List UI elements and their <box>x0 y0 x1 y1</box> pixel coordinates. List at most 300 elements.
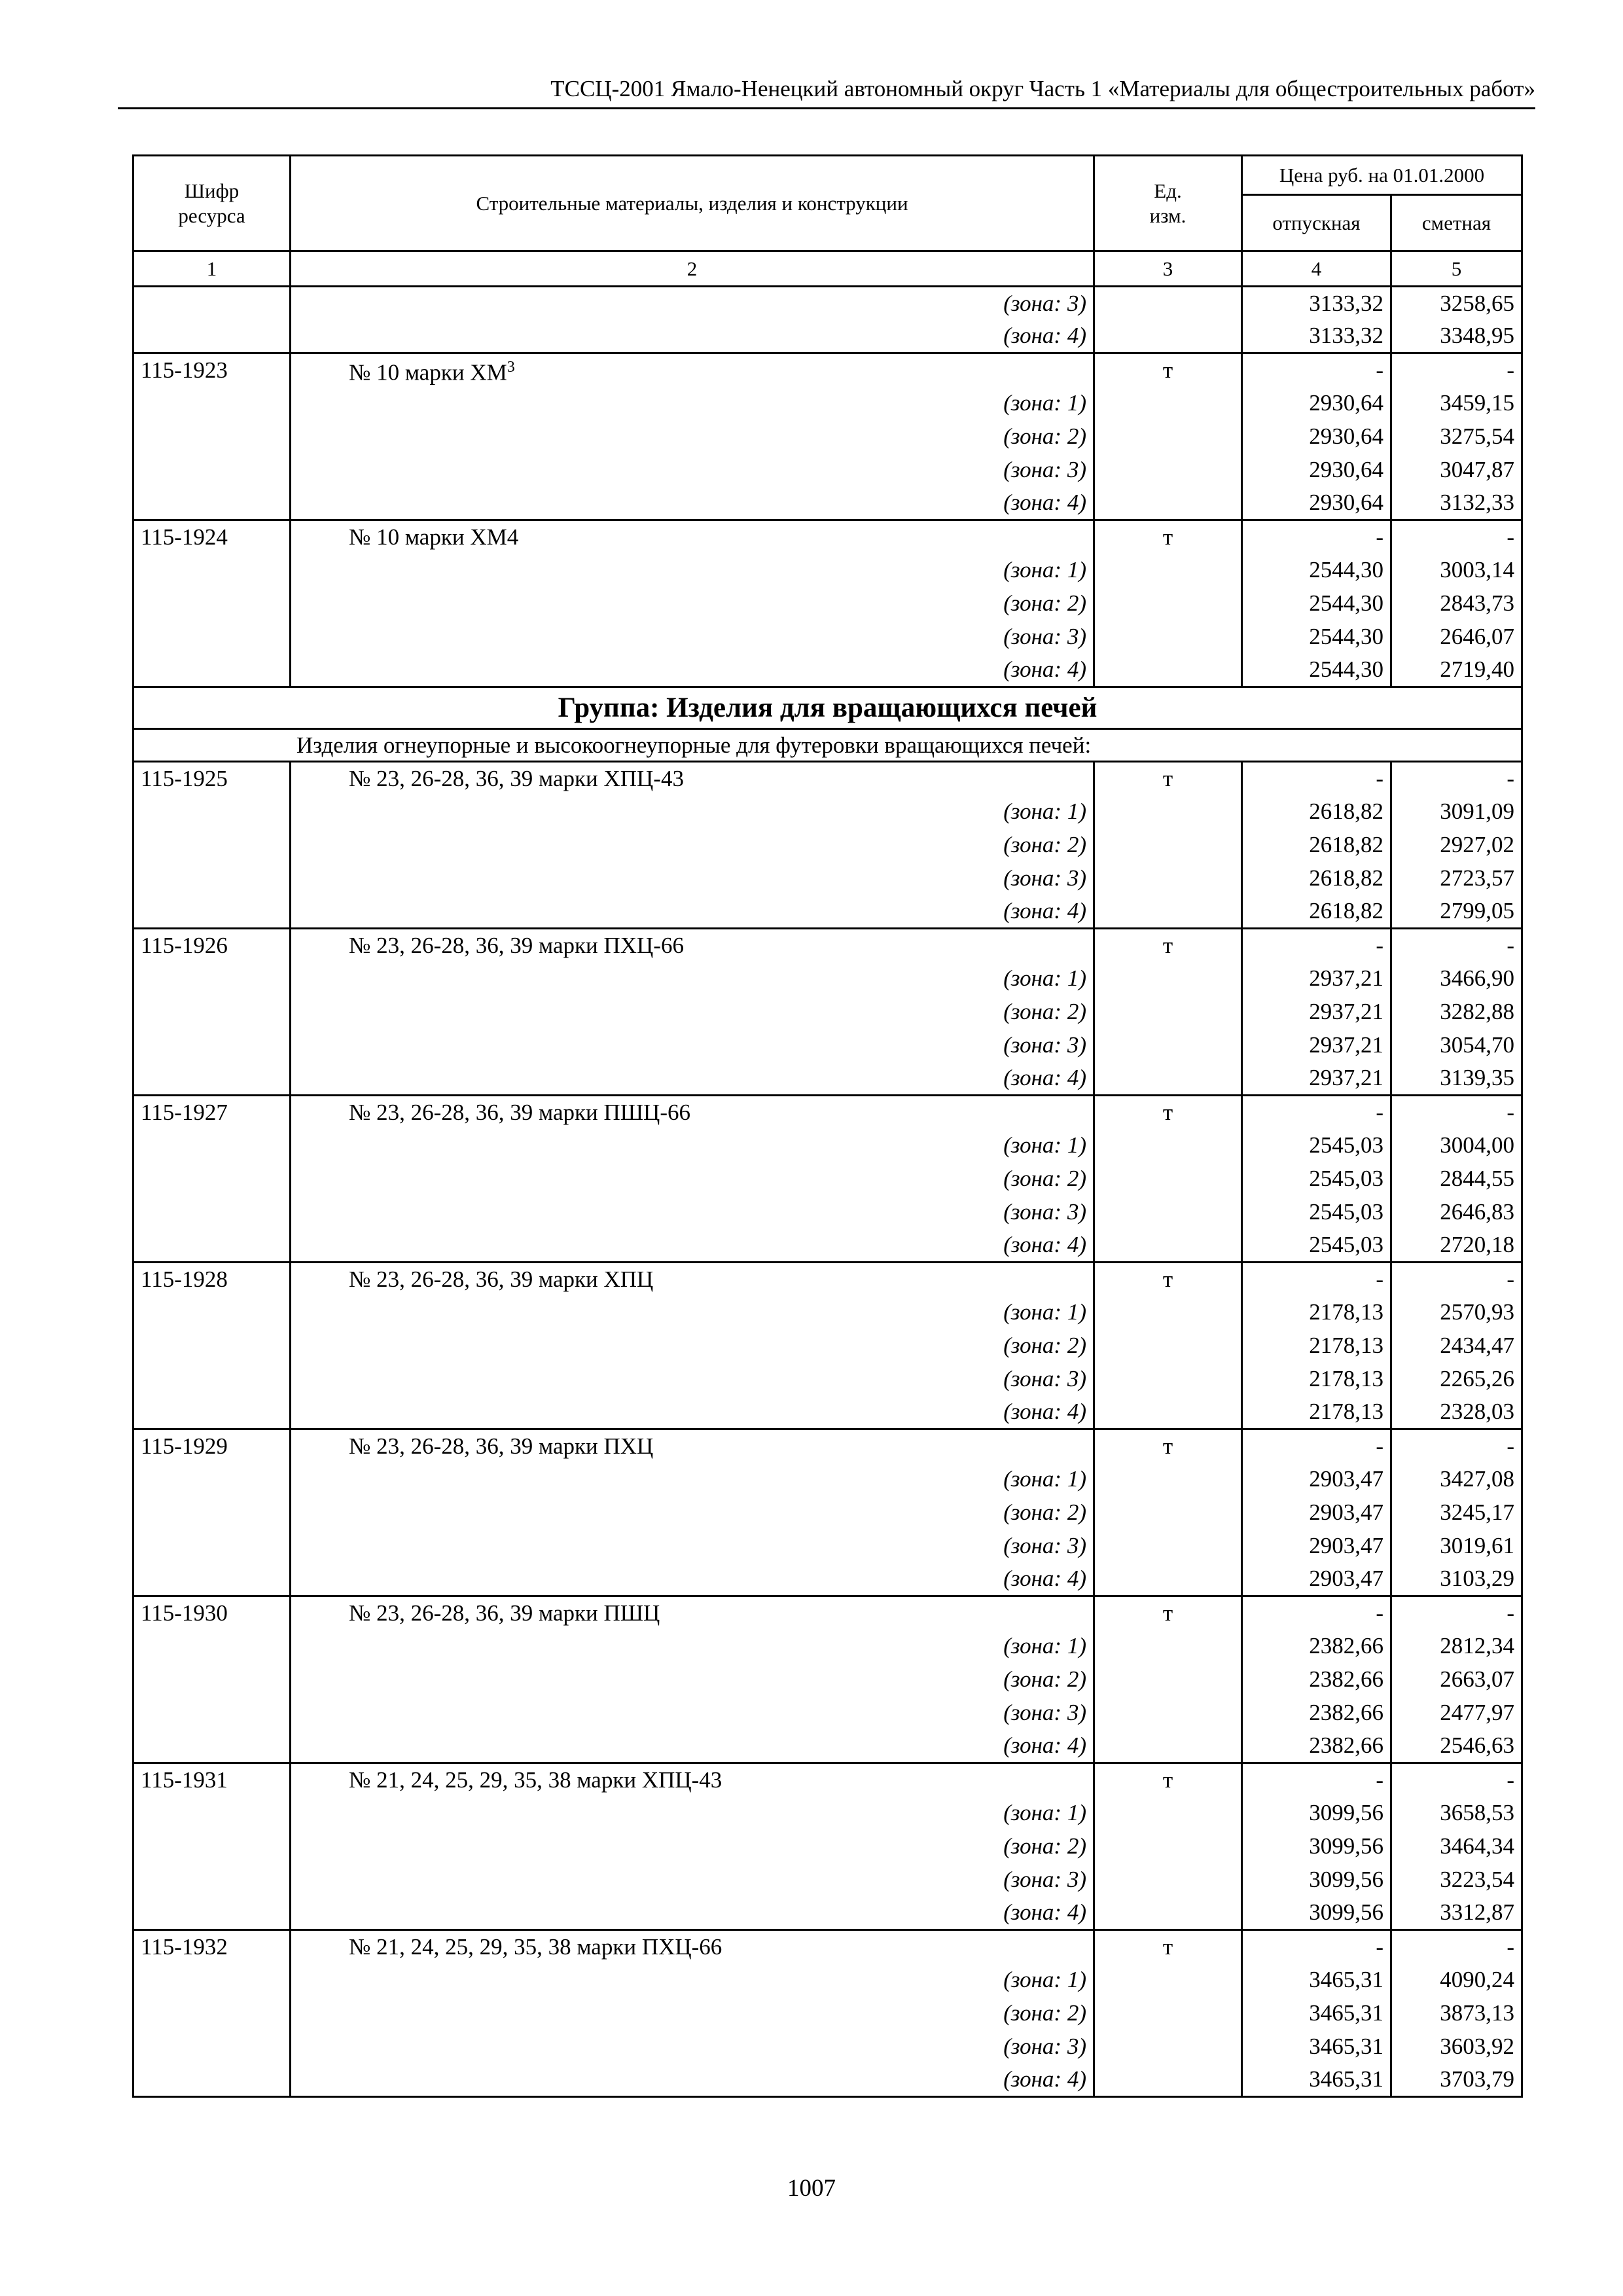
estimate-price: 3348,95 <box>1391 320 1522 353</box>
resource-code <box>134 287 291 320</box>
estimate-price: - <box>1391 1930 1522 1964</box>
estimate-price: 2720,18 <box>1391 1229 1522 1263</box>
unit-cell <box>1094 1964 1242 1997</box>
zone-row <box>134 2064 1522 2097</box>
unit-cell <box>1094 1396 1242 1429</box>
estimate-price: - <box>1391 762 1522 795</box>
wholesale-price: 2937,21 <box>1242 962 1391 996</box>
unit-cell: т <box>1094 1930 1242 1964</box>
resource-code <box>134 1463 291 1496</box>
wholesale-price: 2903,47 <box>1242 1463 1391 1496</box>
zone-row <box>134 1997 1522 2030</box>
wholesale-price: - <box>1242 762 1391 795</box>
unit-cell <box>1094 1997 1242 2030</box>
estimate-price: 2812,34 <box>1391 1630 1522 1663</box>
zone-label: (зона: 3) <box>291 1196 1094 1229</box>
resource-code <box>134 487 291 520</box>
item-row <box>134 520 1522 554</box>
zone-label: (зона: 2) <box>291 1329 1094 1363</box>
resource-code: 115-1928 <box>134 1263 291 1296</box>
header-code: Шифр ресурса <box>134 156 291 251</box>
wholesale-price: 2382,66 <box>1242 1730 1391 1763</box>
running-header <box>118 73 1535 109</box>
zone-label: (зона: 1) <box>291 1129 1094 1162</box>
unit-cell <box>1094 454 1242 487</box>
zone-label: (зона: 2) <box>291 1997 1094 2030</box>
unit-cell <box>1094 1029 1242 1062</box>
resource-code <box>134 862 291 895</box>
resource-code <box>134 420 291 454</box>
material-name: № 23, 26-28, 36, 39 марки ХПЦ <box>291 1263 1094 1296</box>
zone-label: (зона: 4) <box>291 487 1094 520</box>
zone-row <box>134 829 1522 862</box>
wholesale-price: 2544,30 <box>1242 554 1391 587</box>
item-row <box>134 1096 1522 1129</box>
zone-row <box>134 962 1522 996</box>
resource-code <box>134 1496 291 1530</box>
estimate-price: 2927,02 <box>1391 829 1522 862</box>
zone-row <box>134 654 1522 687</box>
zone-label: (зона: 2) <box>291 829 1094 862</box>
zone-label: (зона: 4) <box>291 1229 1094 1263</box>
estimate-price: 3047,87 <box>1391 454 1522 487</box>
estimate-price: - <box>1391 929 1522 962</box>
zone-row <box>134 1296 1522 1329</box>
resource-code <box>134 587 291 620</box>
wholesale-price: 2545,03 <box>1242 1196 1391 1229</box>
estimate-price: 3282,88 <box>1391 996 1522 1029</box>
estimate-price: 3427,08 <box>1391 1463 1522 1496</box>
resource-code: 115-1932 <box>134 1930 291 1964</box>
wholesale-price: 2178,13 <box>1242 1396 1391 1429</box>
column-number: 4 <box>1242 251 1391 287</box>
wholesale-price: - <box>1242 1596 1391 1630</box>
wholesale-price: 2937,21 <box>1242 1029 1391 1062</box>
unit-cell <box>1094 320 1242 353</box>
zone-label: (зона: 3) <box>291 1363 1094 1396</box>
estimate-price: 2723,57 <box>1391 862 1522 895</box>
zone-label: (зона: 4) <box>291 654 1094 687</box>
resource-code <box>134 620 291 654</box>
unit-cell <box>1094 1563 1242 1596</box>
material-name: № 23, 26-28, 36, 39 марки ПХЦ-66 <box>291 929 1094 962</box>
zone-row <box>134 1396 1522 1429</box>
zone-row <box>134 996 1522 1029</box>
zone-label: (зона: 2) <box>291 1162 1094 1196</box>
estimate-price: 3132,33 <box>1391 487 1522 520</box>
estimate-price: - <box>1391 1596 1522 1630</box>
estimate-price: - <box>1391 1429 1522 1463</box>
zone-row <box>134 487 1522 520</box>
item-row <box>134 1763 1522 1797</box>
estimate-price: 3873,13 <box>1391 1997 1522 2030</box>
estimate-price: 2646,07 <box>1391 620 1522 654</box>
material-name: № 10 марки ХМ4 <box>291 520 1094 554</box>
zone-label: (зона: 3) <box>291 862 1094 895</box>
material-name: № 21, 24, 25, 29, 35, 38 марки ХПЦ-43 <box>291 1763 1094 1797</box>
running-header-text: ТССЦ-2001 Ямало-Ненецкий автономный округ Часть 1 «Материалы для общестроительных работ» <box>550 76 1535 101</box>
estimate-price: 3091,09 <box>1391 795 1522 829</box>
resource-code <box>134 829 291 862</box>
unit-cell <box>1094 1630 1242 1663</box>
zone-label: (зона: 4) <box>291 2064 1094 2097</box>
zone-label: (зона: 4) <box>291 320 1094 353</box>
resource-code <box>134 2064 291 2097</box>
column-number-row <box>134 251 1522 287</box>
header-name: Строительные материалы, изделия и конструкции <box>291 156 1094 251</box>
zone-row <box>134 320 1522 353</box>
estimate-price: 3312,87 <box>1391 1897 1522 1930</box>
zone-label: (зона: 4) <box>291 1563 1094 1596</box>
page-number: 1007 <box>787 2175 836 2202</box>
wholesale-price: 3465,31 <box>1242 1997 1391 2030</box>
wholesale-price: 3133,32 <box>1242 320 1391 353</box>
zone-row <box>134 1530 1522 1563</box>
wholesale-price: 3465,31 <box>1242 2030 1391 2064</box>
wholesale-price: 2930,64 <box>1242 454 1391 487</box>
zone-label: (зона: 4) <box>291 895 1094 929</box>
wholesale-price: - <box>1242 353 1391 387</box>
wholesale-price: - <box>1242 929 1391 962</box>
column-number: 5 <box>1391 251 1522 287</box>
wholesale-price: 2937,21 <box>1242 996 1391 1029</box>
unit-cell: т <box>1094 1096 1242 1129</box>
unit-cell <box>1094 2030 1242 2064</box>
unit-cell <box>1094 1730 1242 1763</box>
wholesale-price: 2382,66 <box>1242 1630 1391 1663</box>
wholesale-price: 2618,82 <box>1242 829 1391 862</box>
wholesale-price: 3465,31 <box>1242 2064 1391 2097</box>
wholesale-price: 2178,13 <box>1242 1363 1391 1396</box>
wholesale-price: 3099,56 <box>1242 1897 1391 1930</box>
unit-cell <box>1094 1463 1242 1496</box>
wholesale-price: - <box>1242 1096 1391 1129</box>
item-row <box>134 1263 1522 1296</box>
zone-row <box>134 795 1522 829</box>
resource-code: 115-1923 <box>134 353 291 387</box>
unit-cell <box>1094 1162 1242 1196</box>
zone-row <box>134 1029 1522 1062</box>
zone-row <box>134 1797 1522 1830</box>
wholesale-price: 2178,13 <box>1242 1329 1391 1363</box>
material-name: № 21, 24, 25, 29, 35, 38 марки ПХЦ-66 <box>291 1930 1094 1964</box>
zone-label: (зона: 3) <box>291 1863 1094 1897</box>
estimate-price: 3258,65 <box>1391 287 1522 320</box>
wholesale-price: - <box>1242 1263 1391 1296</box>
zone-label: (зона: 3) <box>291 620 1094 654</box>
resource-code: 115-1929 <box>134 1429 291 1463</box>
wholesale-price: 3099,56 <box>1242 1830 1391 1863</box>
unit-cell <box>1094 1129 1242 1162</box>
item-row <box>134 1429 1522 1463</box>
wholesale-price: 2930,64 <box>1242 387 1391 420</box>
unit-cell <box>1094 795 1242 829</box>
unit-cell <box>1094 1797 1242 1830</box>
zone-row <box>134 620 1522 654</box>
resource-code <box>134 1162 291 1196</box>
wholesale-price: 2382,66 <box>1242 1696 1391 1730</box>
zone-row <box>134 1329 1522 1363</box>
item-row <box>134 929 1522 962</box>
resource-code <box>134 962 291 996</box>
resource-code: 115-1930 <box>134 1596 291 1630</box>
unit-cell: т <box>1094 1263 1242 1296</box>
wholesale-price: 2545,03 <box>1242 1162 1391 1196</box>
zone-label: (зона: 3) <box>291 2030 1094 2064</box>
estimate-price: 3603,92 <box>1391 2030 1522 2064</box>
zone-label: (зона: 3) <box>291 287 1094 320</box>
resource-code <box>134 1663 291 1696</box>
zone-label: (зона: 1) <box>291 554 1094 587</box>
estimate-price: - <box>1391 520 1522 554</box>
unit-cell <box>1094 1530 1242 1563</box>
resource-code <box>134 2030 291 2064</box>
wholesale-price: 2930,64 <box>1242 487 1391 520</box>
resource-code: 115-1927 <box>134 1096 291 1129</box>
wholesale-price: 3099,56 <box>1242 1863 1391 1897</box>
unit-cell <box>1094 1663 1242 1696</box>
unit-cell <box>1094 2064 1242 2097</box>
unit-cell: т <box>1094 1763 1242 1797</box>
unit-cell <box>1094 654 1242 687</box>
zone-row <box>134 2030 1522 2064</box>
price-table-body <box>134 156 1522 2097</box>
unit-cell <box>1094 1062 1242 1096</box>
wholesale-price: 2618,82 <box>1242 895 1391 929</box>
zone-row <box>134 1630 1522 1663</box>
estimate-price: 3703,79 <box>1391 2064 1522 2097</box>
zone-label: (зона: 1) <box>291 1964 1094 1997</box>
zone-row <box>134 554 1522 587</box>
column-number: 2 <box>291 251 1094 287</box>
estimate-price: 2719,40 <box>1391 654 1522 687</box>
unit-cell <box>1094 587 1242 620</box>
estimate-price: 2646,83 <box>1391 1196 1522 1229</box>
unit-cell: т <box>1094 1429 1242 1463</box>
wholesale-price: - <box>1242 1429 1391 1463</box>
item-row <box>134 762 1522 795</box>
unit-cell <box>1094 1830 1242 1863</box>
wholesale-price: 3465,31 <box>1242 1964 1391 1997</box>
material-name: № 23, 26-28, 36, 39 марки ПХЦ <box>291 1429 1094 1463</box>
unit-cell <box>1094 1296 1242 1329</box>
resource-code <box>134 895 291 929</box>
subgroup-title-row <box>134 729 1522 762</box>
wholesale-price: 2903,47 <box>1242 1530 1391 1563</box>
zone-label: (зона: 2) <box>291 996 1094 1029</box>
estimate-price: - <box>1391 1096 1522 1129</box>
zone-row <box>134 1496 1522 1530</box>
unit-cell <box>1094 620 1242 654</box>
wholesale-price: 2178,13 <box>1242 1296 1391 1329</box>
estimate-price: 2843,73 <box>1391 587 1522 620</box>
estimate-price: 2799,05 <box>1391 895 1522 929</box>
zone-row <box>134 1964 1522 1997</box>
wholesale-price: 2545,03 <box>1242 1129 1391 1162</box>
resource-code <box>134 1563 291 1596</box>
resource-code: 115-1926 <box>134 929 291 962</box>
material-name: № 23, 26-28, 36, 39 марки ПШЦ-66 <box>291 1096 1094 1129</box>
unit-cell <box>1094 1863 1242 1897</box>
zone-row <box>134 1563 1522 1596</box>
resource-code: 115-1925 <box>134 762 291 795</box>
estimate-price: 3139,35 <box>1391 1062 1522 1096</box>
unit-cell <box>1094 895 1242 929</box>
item-row <box>134 1930 1522 1964</box>
table-header-row <box>134 156 1522 195</box>
zone-row <box>134 387 1522 420</box>
unit-cell <box>1094 387 1242 420</box>
estimate-price: 2434,47 <box>1391 1329 1522 1363</box>
estimate-price: 2477,97 <box>1391 1696 1522 1730</box>
wholesale-price: 2903,47 <box>1242 1563 1391 1596</box>
wholesale-price: - <box>1242 1763 1391 1797</box>
resource-code <box>134 1630 291 1663</box>
estimate-price: 2844,55 <box>1391 1162 1522 1196</box>
material-name: № 10 марки $ХМ^3$ <box>291 353 1094 387</box>
wholesale-price: 2937,21 <box>1242 1062 1391 1096</box>
resource-code <box>134 1830 291 1863</box>
zone-label: (зона: 3) <box>291 1029 1094 1062</box>
resource-code <box>134 454 291 487</box>
unit-cell <box>1094 1897 1242 1930</box>
unit-cell <box>1094 1196 1242 1229</box>
price-table <box>132 154 1523 2098</box>
resource-code <box>134 1797 291 1830</box>
zone-row <box>134 1162 1522 1196</box>
column-number: 3 <box>1094 251 1242 287</box>
zone-row <box>134 1229 1522 1263</box>
resource-code <box>134 1229 291 1263</box>
zone-row <box>134 1463 1522 1496</box>
zone-label: (зона: 3) <box>291 1530 1094 1563</box>
unit-cell <box>1094 962 1242 996</box>
zone-label: (зона: 3) <box>291 454 1094 487</box>
zone-label: (зона: 1) <box>291 1630 1094 1663</box>
unit-cell <box>1094 1496 1242 1530</box>
zone-label: (зона: 4) <box>291 1396 1094 1429</box>
group-title-row <box>134 687 1522 729</box>
wholesale-price: 3099,56 <box>1242 1797 1391 1830</box>
zone-label: (зона: 2) <box>291 420 1094 454</box>
zone-row <box>134 454 1522 487</box>
unit-cell: т <box>1094 353 1242 387</box>
estimate-price: - <box>1391 1263 1522 1296</box>
wholesale-price: 3133,32 <box>1242 287 1391 320</box>
zone-row <box>134 1730 1522 1763</box>
zone-label: (зона: 2) <box>291 1830 1094 1863</box>
zone-row <box>134 1363 1522 1396</box>
resource-code <box>134 1997 291 2030</box>
wholesale-price: 2544,30 <box>1242 620 1391 654</box>
zone-label: (зона: 1) <box>291 1463 1094 1496</box>
unit-cell: т <box>1094 929 1242 962</box>
wholesale-price: 2545,03 <box>1242 1229 1391 1263</box>
wholesale-price: 2544,30 <box>1242 654 1391 687</box>
unit-cell <box>1094 287 1242 320</box>
zone-row <box>134 1863 1522 1897</box>
resource-code: 115-1931 <box>134 1763 291 1797</box>
resource-code <box>134 1863 291 1897</box>
unit-cell <box>1094 420 1242 454</box>
zone-label: (зона: 1) <box>291 1797 1094 1830</box>
estimate-price: 3464,34 <box>1391 1830 1522 1863</box>
zone-row <box>134 1062 1522 1096</box>
wholesale-price: 2618,82 <box>1242 862 1391 895</box>
zone-label: (зона: 1) <box>291 962 1094 996</box>
column-number: 1 <box>134 251 291 287</box>
header-unit: Ед. изм. <box>1094 156 1242 251</box>
zone-row <box>134 895 1522 929</box>
zone-label: (зона: 1) <box>291 1296 1094 1329</box>
zone-label: (зона: 2) <box>291 1663 1094 1696</box>
estimate-price: 3466,90 <box>1391 962 1522 996</box>
estimate-price: - <box>1391 353 1522 387</box>
resource-code <box>134 1696 291 1730</box>
resource-code <box>134 1530 291 1563</box>
resource-code <box>134 654 291 687</box>
zone-row <box>134 1196 1522 1229</box>
header-estimate: сметная <box>1391 195 1522 251</box>
resource-code <box>134 996 291 1029</box>
resource-code <box>134 795 291 829</box>
unit-cell <box>1094 862 1242 895</box>
zone-label: (зона: 4) <box>291 1062 1094 1096</box>
estimate-price: 2663,07 <box>1391 1663 1522 1696</box>
resource-code <box>134 1730 291 1763</box>
unit-cell <box>1094 996 1242 1029</box>
wholesale-price: 2930,64 <box>1242 420 1391 454</box>
estimate-price: - <box>1391 1763 1522 1797</box>
zone-row <box>134 420 1522 454</box>
zone-row <box>134 1663 1522 1696</box>
wholesale-price: 2544,30 <box>1242 587 1391 620</box>
resource-code <box>134 1062 291 1096</box>
zone-row <box>134 587 1522 620</box>
header-wholesale: отпускная <box>1242 195 1391 251</box>
resource-code <box>134 1329 291 1363</box>
subgroup-title: Изделия огнеупорные и высокоогнеупорные для футеровки вращающихся печей: <box>134 729 1522 762</box>
unit-cell <box>1094 554 1242 587</box>
estimate-price: 3245,17 <box>1391 1496 1522 1530</box>
zone-row <box>134 862 1522 895</box>
wholesale-price: - <box>1242 1930 1391 1964</box>
zone-label: (зона: 3) <box>291 1696 1094 1730</box>
wholesale-price: 2618,82 <box>1242 795 1391 829</box>
resource-code <box>134 554 291 587</box>
resource-code <box>134 1296 291 1329</box>
resource-code <box>134 1363 291 1396</box>
zone-label: (зона: 1) <box>291 387 1094 420</box>
resource-code <box>134 387 291 420</box>
estimate-price: 3103,29 <box>1391 1563 1522 1596</box>
estimate-price: 3004,00 <box>1391 1129 1522 1162</box>
unit-cell <box>1094 1329 1242 1363</box>
estimate-price: 3223,54 <box>1391 1863 1522 1897</box>
estimate-price: 3459,15 <box>1391 387 1522 420</box>
unit-cell <box>1094 1229 1242 1263</box>
resource-code <box>134 1196 291 1229</box>
estimate-price: 2328,03 <box>1391 1396 1522 1429</box>
zone-label: (зона: 2) <box>291 1496 1094 1530</box>
group-title: Группа: Изделия для вращающихся печей <box>134 687 1522 729</box>
wholesale-price: - <box>1242 520 1391 554</box>
resource-code <box>134 320 291 353</box>
estimate-price: 3003,14 <box>1391 554 1522 587</box>
resource-code: 115-1924 <box>134 520 291 554</box>
resource-code <box>134 1396 291 1429</box>
estimate-price: 2546,63 <box>1391 1730 1522 1763</box>
